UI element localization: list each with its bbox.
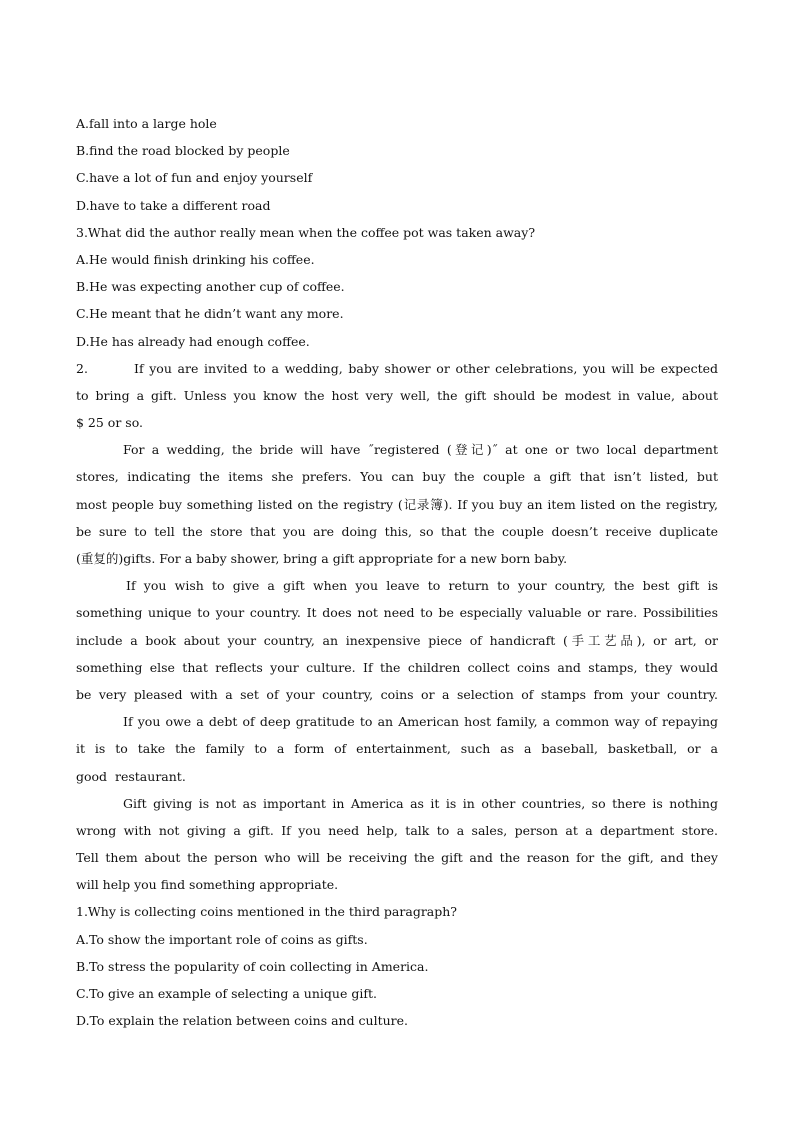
question-1-option-b: B.To stress the popularity of coin collecting in America. (76, 958, 429, 974)
worksheet-page (76, 114, 718, 1038)
option-c: C.have a lot of fun and enjoy yourself (76, 170, 313, 186)
passage-paragraph-4-line: it is to take the family to a form of entertainment, such as a baseball, basketball, or a (76, 741, 718, 757)
passage-paragraph-2-line: For a wedding, the bride will have ˝registered (登记)˝ at one or two local department (123, 442, 718, 458)
question-3-option-c: C.He meant that he didn’t want any more. (76, 306, 344, 322)
passage-paragraph-5-line: Tell them about the person who will be receiving the gift and the reason for the gift, and they (76, 850, 718, 866)
passage-paragraph-3-line: be very pleased with a set of your country, coins or a selection of stamps from your country. (76, 686, 718, 702)
passage-paragraph-2-line: stores, indicating the items she prefers. You can buy the couple a gift that isn’t listed, but (76, 469, 718, 485)
option-a: A.fall into a large hole (76, 116, 217, 131)
option-b: B.find the road blocked by people (76, 143, 290, 159)
passage-paragraph-2-line: most people buy something listed on the registry (记录簿). If you buy an item listed on the registry, (76, 496, 718, 512)
passage-paragraph-3-line: If you wish to give a gift when you leave to return to your country, the best gift is (126, 578, 718, 594)
passage-paragraph-5-line: wrong with not giving a gift. If you need help, talk to a sales, person at a department store. (76, 822, 718, 838)
passage-paragraph-3-line: something else that reflects your culture. If the children collect coins and stamps, they would (76, 659, 718, 675)
question-3-option-d: D.He has already had enough coffee. (76, 333, 310, 349)
passage-paragraph-3-line: something unique to your country. It does not need to be especially valuable or rare. Possibilities (76, 605, 718, 621)
question-3-stem: 3.What did the author really mean when the coffee pot was taken away? (76, 224, 536, 240)
passage-paragraph-4-line: If you owe a debt of deep gratitude to an American host family, a common way of repaying (123, 714, 718, 730)
question-3-option-a: A.He would finish drinking his coffee. (76, 251, 315, 267)
passage-paragraph-2-line: (重复的)gifts. For a baby shower, bring a gift appropriate for a new born baby. (76, 551, 568, 566)
question-1-option-a: A.To show the important role of coins as gifts. (76, 931, 368, 947)
question-1-option-c: C.To give an example of selecting a unique gift. (76, 986, 377, 1001)
passage-paragraph-3-line: include a book about your country, an inexpensive piece of handicraft (手工艺品), or art, or (76, 632, 718, 648)
passage-paragraph-4-line: good restaurant. (76, 768, 186, 784)
option-d: D.have to take a different road (76, 197, 271, 213)
passage-paragraph-1-line: 2. If you are invited to a wedding, baby shower or other celebrations, you will be expected (76, 360, 718, 376)
passage-paragraph-1-line: to bring a gift. Unless you know the host very well, the gift should be modest in value, about (76, 387, 718, 403)
passage-number: 2. (76, 360, 88, 376)
passage-paragraph-2-line: be sure to tell the store that you are doing this, so that the couple doesn’t receive duplicate (76, 523, 718, 539)
question-3-option-b: B.He was expecting another cup of coffee. (76, 279, 345, 295)
question-1-option-d: D.To explain the relation between coins and culture. (76, 1013, 409, 1029)
passage-paragraph-5-line: Gift giving is not as important in America as it is in other countries, so there is nothing (123, 795, 718, 811)
passage-paragraph-1-line: $ 25 or so. (76, 415, 143, 431)
question-1-stem: 1.Why is collecting coins mentioned in the third paragraph? (76, 904, 457, 920)
passage-paragraph-5-line: will help you find something appropriate. (76, 877, 339, 893)
